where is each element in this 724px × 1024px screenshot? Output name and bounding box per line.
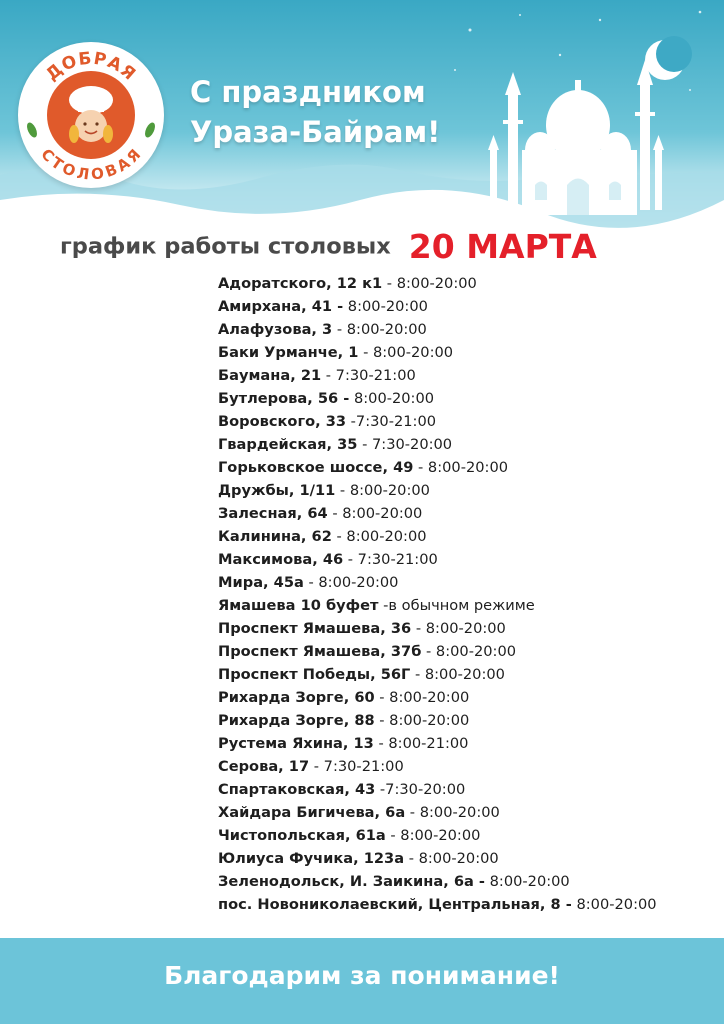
canteen-address: Юлиуса Фучика, 123а: [218, 850, 405, 867]
canteen-hours: - 8:00-21:00: [373, 735, 469, 752]
canteen-hours: - 8:00-20:00: [374, 689, 470, 706]
canteen-address: Ямашева 10 буфет: [218, 597, 379, 614]
canteen-hours: 8:00-20:00: [349, 390, 435, 407]
footer-band: [0, 938, 724, 1024]
canteen-hours: - 8:00-20:00: [382, 275, 477, 292]
canteen-hours: - 8:00-20:00: [374, 712, 470, 729]
list-item: [218, 295, 657, 318]
canteen-hours: - 8:00-20:00: [331, 528, 427, 545]
canteen-address: Горьковское шоссе, 49: [218, 459, 414, 476]
list-item: [218, 847, 657, 870]
canteen-hours: -7:30-20:00: [375, 781, 466, 798]
canteen-hours: - 8:00-20:00: [335, 482, 430, 499]
canteen-hours: - 7:30-21:00: [343, 551, 438, 568]
schedule-heading: [60, 227, 597, 267]
list-item: [218, 318, 657, 341]
list-item: [218, 456, 657, 479]
canteen-hours: 8:00-20:00: [571, 896, 657, 913]
canteen-address: Спартаковская, 43: [218, 781, 376, 798]
canteen-hours: - 7:30-20:00: [357, 436, 453, 453]
list-item: [218, 272, 657, 295]
canteen-address: Алафузова, 3: [218, 321, 333, 338]
greeting-line-2: Ураза-Байрам!: [190, 115, 441, 149]
list-item: [218, 594, 657, 617]
canteen-hours: - 8:00-20:00: [358, 344, 454, 361]
list-item: [218, 778, 657, 801]
list-item: [218, 663, 657, 686]
canteen-address: Рихарда Зорге, 88: [218, 712, 375, 729]
list-item: [218, 732, 657, 755]
canteen-address: Калинина, 62: [218, 528, 332, 545]
canteen-address: Гвардейская, 35: [218, 436, 358, 453]
schedule-list: [218, 272, 657, 916]
canteen-hours: - 8:00-20:00: [327, 505, 423, 522]
list-item: [218, 571, 657, 594]
canteen-hours: - 8:00-20:00: [411, 620, 506, 637]
canteen-address: пос. Новониколаевский, Центральная, 8 -: [218, 896, 572, 913]
list-item: [218, 755, 657, 778]
canteen-address: Чистопольская, 61а: [218, 827, 386, 844]
list-item: [218, 341, 657, 364]
canteen-address: Проспект Победы, 56Г: [218, 666, 411, 683]
canteen-address: Баумана, 21: [218, 367, 322, 384]
list-item: [218, 617, 657, 640]
list-item: [218, 387, 657, 410]
list-item: [218, 801, 657, 824]
canteen-address: Амирхана, 41 -: [218, 298, 344, 315]
schedule-date: 20 МАРТА: [408, 227, 597, 266]
canteen-address: Баки Урманче, 1: [218, 344, 359, 361]
list-item: [218, 640, 657, 663]
canteen-address: Дружбы, 1/11: [218, 482, 336, 499]
canteen-address: Зеленодольск, И. Заикина, 6а -: [218, 873, 485, 890]
logo-text-bottom: СТОЛОВАЯ: [37, 145, 145, 184]
canteen-hours: - 7:30-21:00: [309, 758, 404, 775]
canteen-hours: - 8:00-20:00: [421, 643, 517, 660]
canteen-address: Рустема Яхина, 13: [218, 735, 374, 752]
canteen-address: Проспект Ямашева, 36: [218, 620, 412, 637]
holiday-greeting: [190, 72, 490, 152]
canteen-hours: 8:00-20:00: [484, 873, 570, 890]
canteen-address: Рихарда Зорге, 60: [218, 689, 375, 706]
crescent-moon-icon: [645, 36, 692, 80]
canteen-hours: 8:00-20:00: [343, 298, 428, 315]
canteen-hours: - 7:30-21:00: [321, 367, 416, 384]
list-item: [218, 824, 657, 847]
header-banner: [0, 0, 724, 240]
list-item: [218, 410, 657, 433]
list-item: [218, 502, 657, 525]
thanks-message: Благодарим за понимание!: [164, 961, 560, 990]
canteen-address: Хайдара Бигичева, 6а: [218, 804, 406, 821]
canteen-address: Адоратского, 12 к1: [218, 275, 383, 292]
list-item: [218, 364, 657, 387]
canteen-hours: - 8:00-20:00: [385, 827, 481, 844]
list-item: [218, 525, 657, 548]
greeting-line-1: С праздником: [190, 75, 426, 109]
canteen-address: Бутлерова, 56 -: [218, 390, 350, 407]
canteen-hours: -7:30-21:00: [346, 413, 437, 430]
list-item: [218, 870, 657, 893]
logo: [18, 42, 164, 188]
canteen-hours: - 8:00-20:00: [404, 850, 499, 867]
canteen-address: Мира, 45а: [218, 574, 304, 591]
canteen-address: Проспект Ямашева, 37б: [218, 643, 422, 660]
chef-logo-icon: [18, 42, 164, 188]
list-item: [218, 893, 657, 916]
canteen-hours: -в обычном режиме: [378, 597, 535, 614]
canteen-address: Залесная, 64: [218, 505, 328, 522]
canteen-address: Воровского, 33: [218, 413, 347, 430]
list-item: [218, 548, 657, 571]
list-item: [218, 479, 657, 502]
list-item: [218, 709, 657, 732]
list-item: [218, 686, 657, 709]
logo-text-top: ДОБРАЯ: [42, 48, 140, 86]
canteen-address: Серова, 17: [218, 758, 310, 775]
canteen-hours: - 8:00-20:00: [303, 574, 399, 591]
canteen-hours: - 8:00-20:00: [413, 459, 509, 476]
canteen-address: Максимова, 46: [218, 551, 344, 568]
list-item: [218, 433, 657, 456]
canteen-hours: - 8:00-20:00: [332, 321, 427, 338]
canteen-hours: - 8:00-20:00: [410, 666, 505, 683]
schedule-heading-text: график работы столовых: [60, 233, 391, 260]
canteen-hours: - 8:00-20:00: [405, 804, 500, 821]
